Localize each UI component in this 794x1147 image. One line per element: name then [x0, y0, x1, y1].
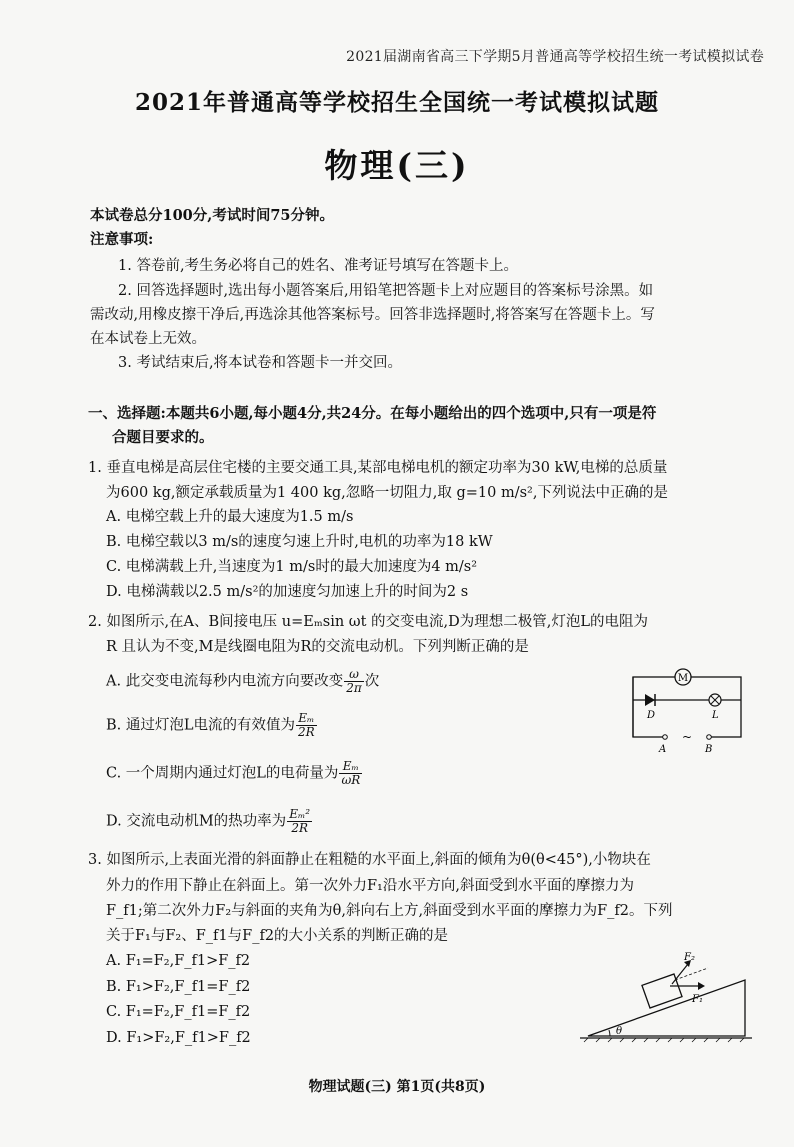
- note-1: 1. 答卷前,考生务必将自己的姓名、准考证号填写在答题卡上。: [118, 258, 519, 274]
- motor-label: M: [677, 673, 689, 684]
- q2-option-b: [106, 712, 318, 739]
- q2-option-c-denominator: ωR: [341, 773, 361, 787]
- q2-option-b-numerator: Eₘ: [296, 712, 317, 726]
- q2-option-d-denominator: 2R: [291, 821, 308, 835]
- theta-label: θ: [616, 1026, 623, 1037]
- q3-option-d: D. F₁>F₂,F_f1>F_f2: [106, 1030, 251, 1046]
- q3-stem-line-3: F_f1;第二次外力F₂与斜面的夹角为θ,斜向右上方,斜面受到水平面的摩擦力为F_f2。下列: [106, 903, 673, 919]
- q1-option-c: C. 电梯满载上升,当速度为1 m/s时的最大加速度为4 m/s²: [106, 559, 478, 575]
- diode-icon: [645, 694, 655, 706]
- q1-option-d: D. 电梯满载以2.5 m/s²的加速度匀加速上升的时间为2 s: [106, 584, 469, 600]
- q1-stem-line-1: 1. 垂直电梯是高层住宅楼的主要交通工具,某部电梯电机的额定功率为30 kW,电梯的总质量: [88, 460, 668, 476]
- note-2-line-1: 2. 回答选择题时,选出每小题答案后,用铅笔把答题卡上对应题目的答案标号涂黑。如: [118, 283, 654, 299]
- page-footer: 物理试题(三) 第1页(共8页): [308, 1079, 486, 1095]
- terminal-b-icon: [707, 735, 712, 740]
- running-header: 2021届湖南省高三下学期5月普通高等学校招生统一考试模拟试卷: [346, 49, 764, 65]
- exam-summary: 本试卷总分100分,考试时间75分钟。: [90, 207, 334, 224]
- q2-option-a: [106, 668, 379, 695]
- q2-option-b-text: B. 通过灯泡L电流的有效值为: [106, 717, 296, 734]
- section-1-heading-cont: 合题目要求的。: [112, 429, 214, 446]
- q2-option-a-fraction: [344, 668, 364, 695]
- q2-option-b-fraction: [296, 712, 317, 739]
- q3-stem-line-1: 3. 如图所示,上表面光滑的斜面静止在粗糙的水平面上,斜面的倾角为θ(θ<45°),小物块在: [88, 852, 651, 868]
- q2-option-c-fraction: [339, 760, 362, 787]
- q2-option-d-numerator: Eₘ²: [289, 807, 311, 821]
- q2-stem-line-2: R 且认为不变,M是线圈电阻为R的交流电动机。下列判断正确的是: [106, 639, 529, 655]
- exam-title: 2021年普通高等学校招生全国统一考试模拟试题: [134, 89, 659, 116]
- q2-option-a-numerator: ω: [344, 668, 364, 682]
- q2-option-d: [106, 808, 313, 835]
- circuit-wire-loop: [633, 677, 741, 737]
- subject-title: 物理(三): [324, 146, 470, 185]
- notes-heading: 注意事项:: [90, 231, 154, 248]
- note-2-line-2: 需改动,用橡皮擦干净后,再选涂其他答案标号。回答非选择题时,将答案写在答题卡上。写: [90, 307, 655, 323]
- q3-option-b: B. F₁>F₂,F_f1=F_f2: [106, 979, 251, 995]
- f2-label: F₂: [684, 952, 695, 963]
- q3-stem-line-4: 关于F₁与F₂、F_f1与F_f2的大小关系的判断正确的是: [106, 928, 449, 944]
- q3-stem-line-2: 外力的作用下静止在斜面上。第一次外力F₁沿水平方向,斜面受到水平面的摩擦力为: [106, 878, 634, 894]
- lamp-label: L: [712, 710, 719, 721]
- q2-option-c-text: C. 一个周期内通过灯泡L的电荷量为: [106, 765, 339, 782]
- q3-option-c: C. F₁=F₂,F_f1=F_f2: [106, 1004, 251, 1020]
- ac-source-symbol: ~: [681, 730, 693, 744]
- q2-option-c: [106, 760, 363, 787]
- terminal-a-label: A: [659, 744, 667, 755]
- q2-stem-line-1: 2. 如图所示,在A、B间接电压 u=Eₘsin ωt 的交变电流,D为理想二极管,灯泡L的电阻为: [88, 614, 649, 630]
- q2-circuit-diagram: [625, 660, 750, 755]
- terminal-b-label: B: [705, 744, 713, 755]
- q2-option-b-denominator: 2R: [298, 725, 315, 739]
- q2-option-d-text: D. 交流电动机M的热功率为: [106, 813, 287, 830]
- q2-option-d-fraction: [287, 808, 312, 835]
- terminal-a-icon: [663, 735, 668, 740]
- note-2-line-3: 在本试卷上无效。: [90, 331, 206, 347]
- theta-arc: [609, 1030, 610, 1036]
- diode-label: D: [647, 710, 656, 721]
- note-3: 3. 考试结束后,将本试卷和答题卡一并交回。: [118, 355, 403, 371]
- q3-incline-diagram: [580, 950, 755, 1045]
- q2-option-a-text: A. 此交变电流每秒内电流方向要改变: [106, 673, 344, 690]
- q2-option-c-numerator: Eₘ: [339, 760, 362, 774]
- f1-label: F₁: [692, 994, 703, 1005]
- q1-stem-line-2: 为600 kg,额定承载质量为1 400 kg,忽略一切阻力,取 g=10 m/s²,下列说法中正确的是: [106, 485, 668, 501]
- q1-option-b: B. 电梯空载以3 m/s的速度匀速上升时,电机的功率为18 kW: [106, 534, 493, 550]
- q1-option-a: A. 电梯空载上升的最大速度为1.5 m/s: [106, 509, 354, 525]
- section-1-heading: 一、选择题:本题共6小题,每小题4分,共24分。在每小题给出的四个选项中,只有一项是符: [88, 405, 657, 422]
- q2-option-a-denominator: 2π: [346, 681, 362, 695]
- q3-option-a: A. F₁=F₂,F_f1>F_f2: [106, 953, 251, 969]
- q2-option-a-tail: 次: [364, 673, 380, 690]
